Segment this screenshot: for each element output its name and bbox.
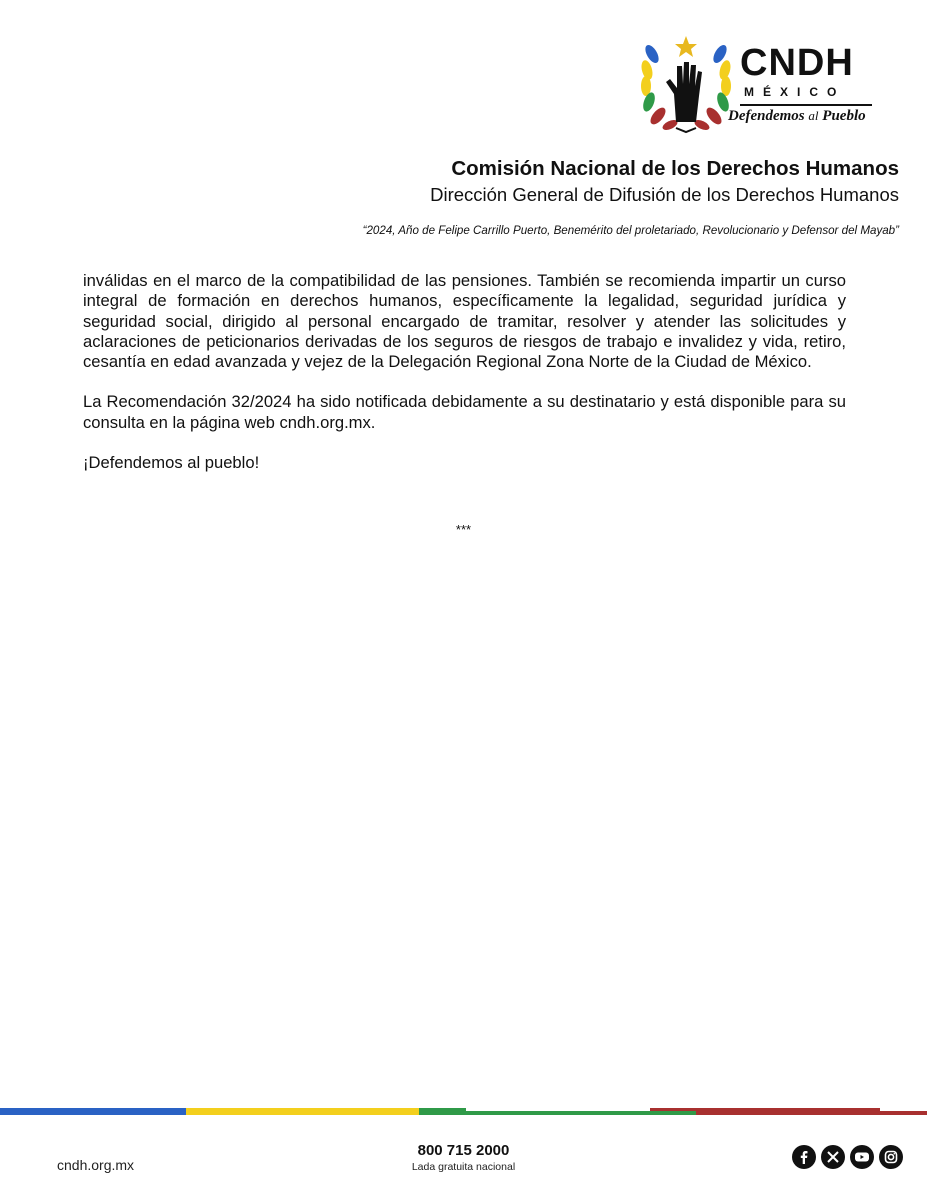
logo-acronym: CNDH [740,42,854,84]
closing-slogan: ¡Defendemos al pueblo! [83,453,260,473]
facebook-icon[interactable] [792,1145,816,1169]
x-icon[interactable] [821,1145,845,1169]
end-separator: *** [455,522,472,537]
organization-subtitle: Dirección General de Difusión de los Derechos Humanos [430,184,899,205]
cndh-logo [636,34,876,134]
instagram-icon[interactable] [879,1145,903,1169]
logo-motto-part2: al [808,108,819,123]
year-motto: “2024, Año de Felipe Carrillo Puerto, Benemérito del proletariado, Revolucionario y Defensor del Mayab” [362,224,899,237]
logo-motto-part1: Defendemos [728,108,805,124]
laurel-hand-emblem-icon [636,34,736,134]
footer-color-stripe [0,1108,927,1118]
footer-website-link[interactable]: cndh.org.mx [57,1157,135,1173]
logo-motto [728,108,866,125]
logo-motto-part3: Pueblo [822,108,866,124]
organization-title: Comisión Nacional de los Derechos Humanos [451,157,899,180]
document-body [83,271,846,473]
social-links [792,1145,903,1169]
footer-phone-note: Lada gratuita nacional [411,1161,516,1173]
body-paragraph: La Recomendación 32/2024 ha sido notificada debidamente a su destinatario y está disponible para su consulta en la página web cndh.org.mx. [83,392,846,432]
youtube-icon[interactable] [850,1145,874,1169]
body-paragraph: inválidas en el marco de la compatibilidad de las pensiones. También se recomienda impartir un curso integral de formación en derechos humanos, específicamente la legalidad, seguridad jurídica y seguridad social, dirigido al personal encargado de tramitar, resolver y atender las solicitudes y aclaraciones de peticionarios derivadas de los seguros de riesgos de trabajo e invalidez y vida, retiro, cesantía en edad avanzada y vejez de la Delegación Regional Zona Norte de la Ciudad de México. [83,271,846,372]
logo-country: MÉXICO [744,85,846,99]
logo-divider [740,104,872,106]
footer-phone: 800 715 2000 [417,1142,510,1159]
